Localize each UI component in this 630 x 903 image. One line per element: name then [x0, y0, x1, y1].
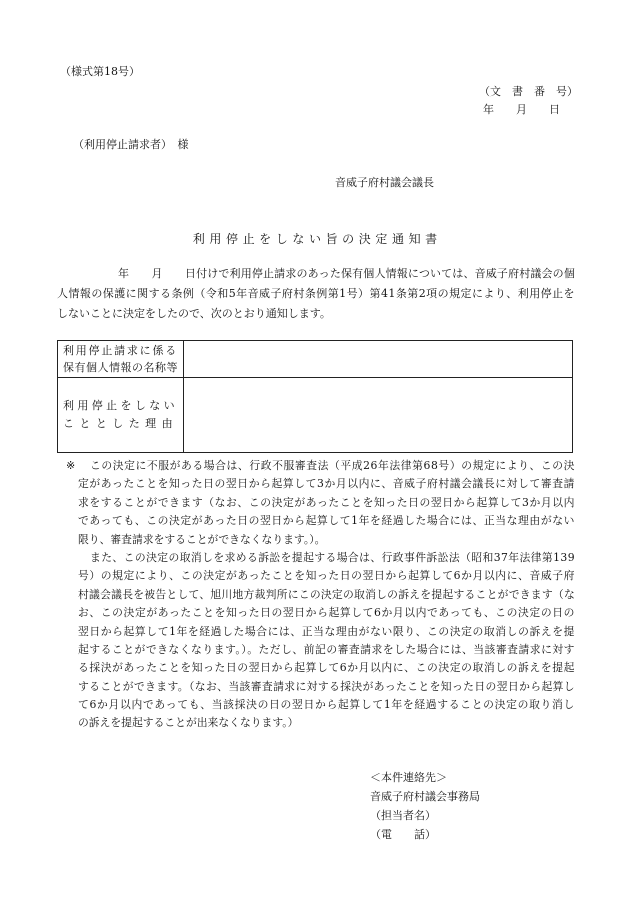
note-line [78, 604, 575, 622]
body-line-text: しないことに決定をしたので、次のとおり通知します。 [57, 307, 331, 320]
label-line-text: 利用停止請求に係る [63, 344, 178, 357]
note-line-text: 翌日から起算して1年を経過した場合には、正当な理由がない限り、この決定の取消しの訴えを提 [78, 624, 575, 638]
label-cell-reason [58, 378, 184, 453]
label-cell-info-name [58, 341, 184, 378]
note-line [78, 641, 575, 659]
note-line [78, 494, 575, 512]
document-title: 利用停止をしない旨の決定通知書 [192, 232, 442, 246]
note-line [78, 714, 575, 732]
issue-date: 年 月 日 [483, 103, 560, 116]
note-line [78, 531, 575, 549]
label-line [63, 359, 178, 376]
label-line [63, 415, 178, 433]
note-line [78, 586, 575, 604]
body-line-text: 年 月 日付けで利用停止請求のあった保有個人情報については、音威子府村議会の個 [118, 267, 575, 280]
note-line [78, 567, 575, 585]
note-line-text: また、この決定の取消しを求める訴訟を提起する場合は、行政事件訴訟法（昭和37年法律第139 [90, 550, 575, 564]
label-line-text: 保有個人情報の名称等 [63, 361, 178, 374]
note-line [78, 659, 575, 677]
note-line-text: る採決があったことを知った日の翌日から起算して6か月以内に、この決定の取消しの訴えを提起 [78, 661, 575, 675]
note-line-text: の訴えを提起することが出来なくなります。） [78, 716, 299, 730]
addressee: （利用停止請求者） 様 [73, 138, 189, 151]
note-line-text: であっても、この決定があった日の翌日から起算して1年を経過した場合には、正当な理由がない [78, 514, 575, 528]
form-number: （様式第18号） [60, 65, 140, 78]
note-line-text: 定があったことを知った日の翌日から起算して3か月以内に、音威子府村議会議長に対して審査請 [78, 477, 575, 491]
note-line [78, 678, 575, 696]
table-row [58, 341, 573, 378]
label-line [63, 342, 178, 359]
contact-office: 音威子府村議会事務局 [370, 790, 480, 803]
note-line-text: て6か月以内であっても、当該採決の日の翌日から起算して1年を経過することの決定の取り消し [78, 698, 575, 712]
note-line [78, 457, 575, 475]
note-line-text: 起することができなくなります。）。ただし、前記の審査請求をした場合には、当該審査請求に対す [78, 642, 575, 656]
label-line-text: こととした理由 [63, 417, 178, 430]
body-line [57, 304, 575, 324]
body-line-text: 人情報の保護に関する条例（令和5年音威子府村条例第1号）第41条第2項の規定により、利用停止を [57, 287, 575, 300]
label-line [63, 397, 178, 415]
body-paragraph [57, 264, 575, 324]
contact-block [370, 768, 480, 844]
value-cell-reason [184, 378, 573, 453]
sender: 音威子府村議会議長 [335, 176, 434, 189]
note-line [78, 623, 575, 641]
note-line-text: この決定に不服がある場合は、行政不服審査法（平成26年法律第68号）の規定により、この決 [90, 459, 575, 472]
note-line-text: 号）の規定により、この決定があったことを知った日の翌日から起算して6か月以内に、音威子府 [78, 569, 575, 583]
note-mark: ※ [66, 459, 76, 472]
note-paragraph [78, 457, 575, 733]
note-line-text: 求をすることができます（なお、この決定があったことを知った日の翌日から起算して3か月以内 [78, 495, 575, 509]
value-cell-info-name [184, 341, 573, 378]
label-line-text: 利用停止をしない [63, 399, 178, 412]
note-line-text: 村議会議長を被告として、旭川地方裁判所にこの決定の取消しの訴えを提起することができます（な [78, 587, 575, 601]
note-line [78, 549, 575, 567]
contact-person: （担当者名） [370, 809, 436, 822]
body-line [57, 264, 575, 284]
table-row [58, 378, 573, 453]
note-line-text: 限り、審査請求をすることができなくなります。）。 [78, 532, 326, 546]
note-line-text: することができます。（なお、当該審査請求に対する採決があったことを知った日の翌日から起算し [78, 679, 575, 693]
contact-phone: （電 話） [370, 828, 436, 841]
body-line [57, 284, 575, 304]
note-line [78, 512, 575, 530]
note-line-text: お、この決定があったことを知った日の翌日から起算して6か月以内であっても、この決定の日の [78, 606, 575, 620]
decision-table [57, 340, 573, 453]
contact-heading: ＜本件連絡先＞ [370, 771, 447, 784]
note-line [78, 475, 575, 493]
note-line [78, 696, 575, 714]
document-number: （文 書 番 号） [479, 85, 578, 98]
